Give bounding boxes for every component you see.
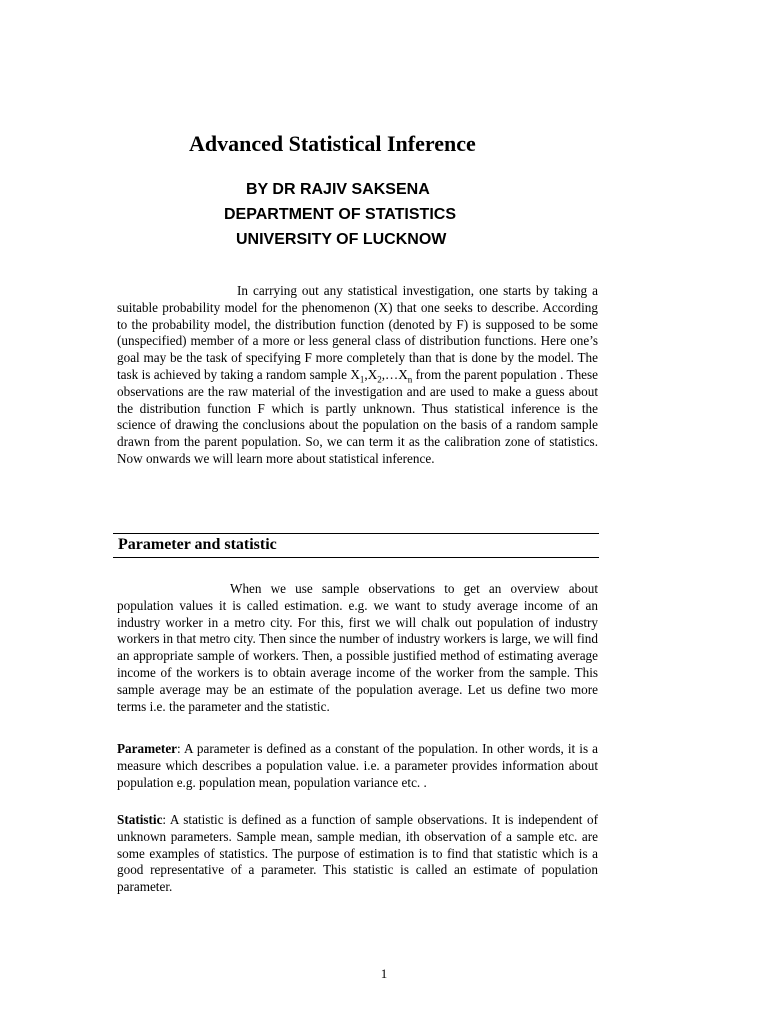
statistic-label: Statistic <box>117 812 163 827</box>
subscript-2: 2 <box>377 374 382 385</box>
statistic-definition <box>117 812 598 896</box>
subscript-1: 1 <box>359 374 365 385</box>
author-line: BY DR RAJIV SAKSENA <box>246 181 430 198</box>
page-number: 1 <box>380 966 388 981</box>
section-rule-bottom <box>113 557 599 558</box>
parameter-definition <box>117 741 598 791</box>
intro-text-part2: from the parent population . These observations are the raw material of the investigation and are used to make a guess about the distribution function F which is partly unknown. Thus statistical inference is the science of drawing the conclusions about the population on the basis of a random sample drawn from the parent population. So, we can term it as the calibration zone of statistics. Now onwards we will learn more about statistical inference. <box>117 366 598 466</box>
estimation-paragraph: When we use sample observations to get an overview about population values it is called estimation. e.g. we want to study average income of an industry worker in a metro city. For this, first we will chalk out population of industry workers in that metro city. Then since the number of industry workers is large, we will find an appropriate sample of workers. Then, a possible justified method of estimating average income of the workers is to obtain average income of the worker from the sample. This sample average may be an estimate of the population average. Let us define two more terms i.e. the parameter and the statistic. <box>117 581 598 714</box>
statistic-text: : A statistic is defined as a function of sample observations. It is independent of unknown parameters. Sample mean, sample median, ith observation of a sample etc. are some examples of statistics. The purpose of estimation is to find that statistic which is a good representative of a parameter. This statistic is called an estimate of population parameter. <box>117 812 598 895</box>
section-rule-top <box>113 533 599 534</box>
section-heading: Parameter and statistic <box>118 536 277 553</box>
sample-separator-1: ,X <box>364 366 378 382</box>
subscript-n: n <box>407 374 413 385</box>
document-title: Advanced Statistical Inference <box>189 131 476 156</box>
university-line: UNIVERSITY OF LUCKNOW <box>236 231 447 248</box>
parameter-label: Parameter <box>117 741 178 756</box>
sample-separator-2: ,…X <box>381 366 408 382</box>
intro-paragraph <box>117 283 598 468</box>
parameter-text: : A parameter is defined as a constant of the population. In other words, it is a measure which describes a population value. i.e. a parameter provides information about population e.g. population mean, population variance etc. . <box>117 741 598 790</box>
intro-text-part1: In carrying out any statistical investigation, one starts by taking a suitable probability model for the phenomenon (X) that one seeks to describe. According to the probability model, the distribution function (denoted by F) is supposed to be some (unspecified) member of a more or less general class of distribution functions. Here one’s goal may be the task of specifying F more completely than that is done by the model. The task is achieved by taking a random sample X <box>117 283 598 382</box>
department-line: DEPARTMENT OF STATISTICS <box>224 206 456 223</box>
